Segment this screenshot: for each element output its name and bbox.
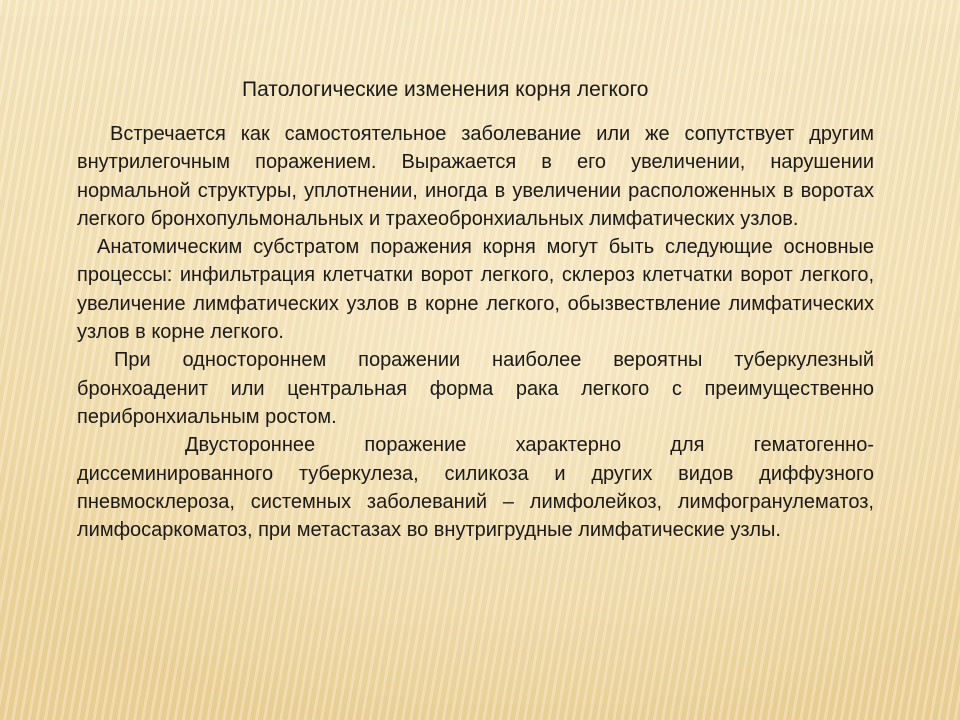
paragraph-bilateral-lesion: Двустороннее поражение характерно для гематогенно-диссеминированного туберкулеза, силикоза и других видов диффузного пневмосклероза, системных заболеваний – лимфолейкоз, лимфогранулематоз, лимфосаркоматоз, при метастазах во внутригрудные лимфатические узлы. — [77, 434, 874, 542]
slide-title: Патологические изменения корня легкого — [242, 78, 649, 101]
paragraph-anatomical-substrate: Анатомическим субстратом поражения корня могут быть следующие основные процессы: инфильтрация клетчатки ворот легкого, склероз клетчатки ворот легкого, увеличение лимфатических узлов в корне легкого, обызвествление лимфатических узлов в корне легкого. — [77, 236, 874, 344]
paragraph-description: Встречается как самостоятельное заболевание или же сопутствует другим внутрилегочным поражением. Выражается в его увеличении, нарушении нормальной структуры, уплотнении, иногда в увеличении расположенных в воротах легкого бронхопульмональных и трахеобронхиальных лимфатических узлов. — [77, 123, 874, 230]
paragraph-unilateral-lesion: При одностороннем поражении наиболее вероятны туберкулезный бронхоаденит или центральная форма рака легкого с преимущественно перибронхиальным ростом. — [77, 349, 874, 428]
slide-body — [77, 120, 874, 544]
